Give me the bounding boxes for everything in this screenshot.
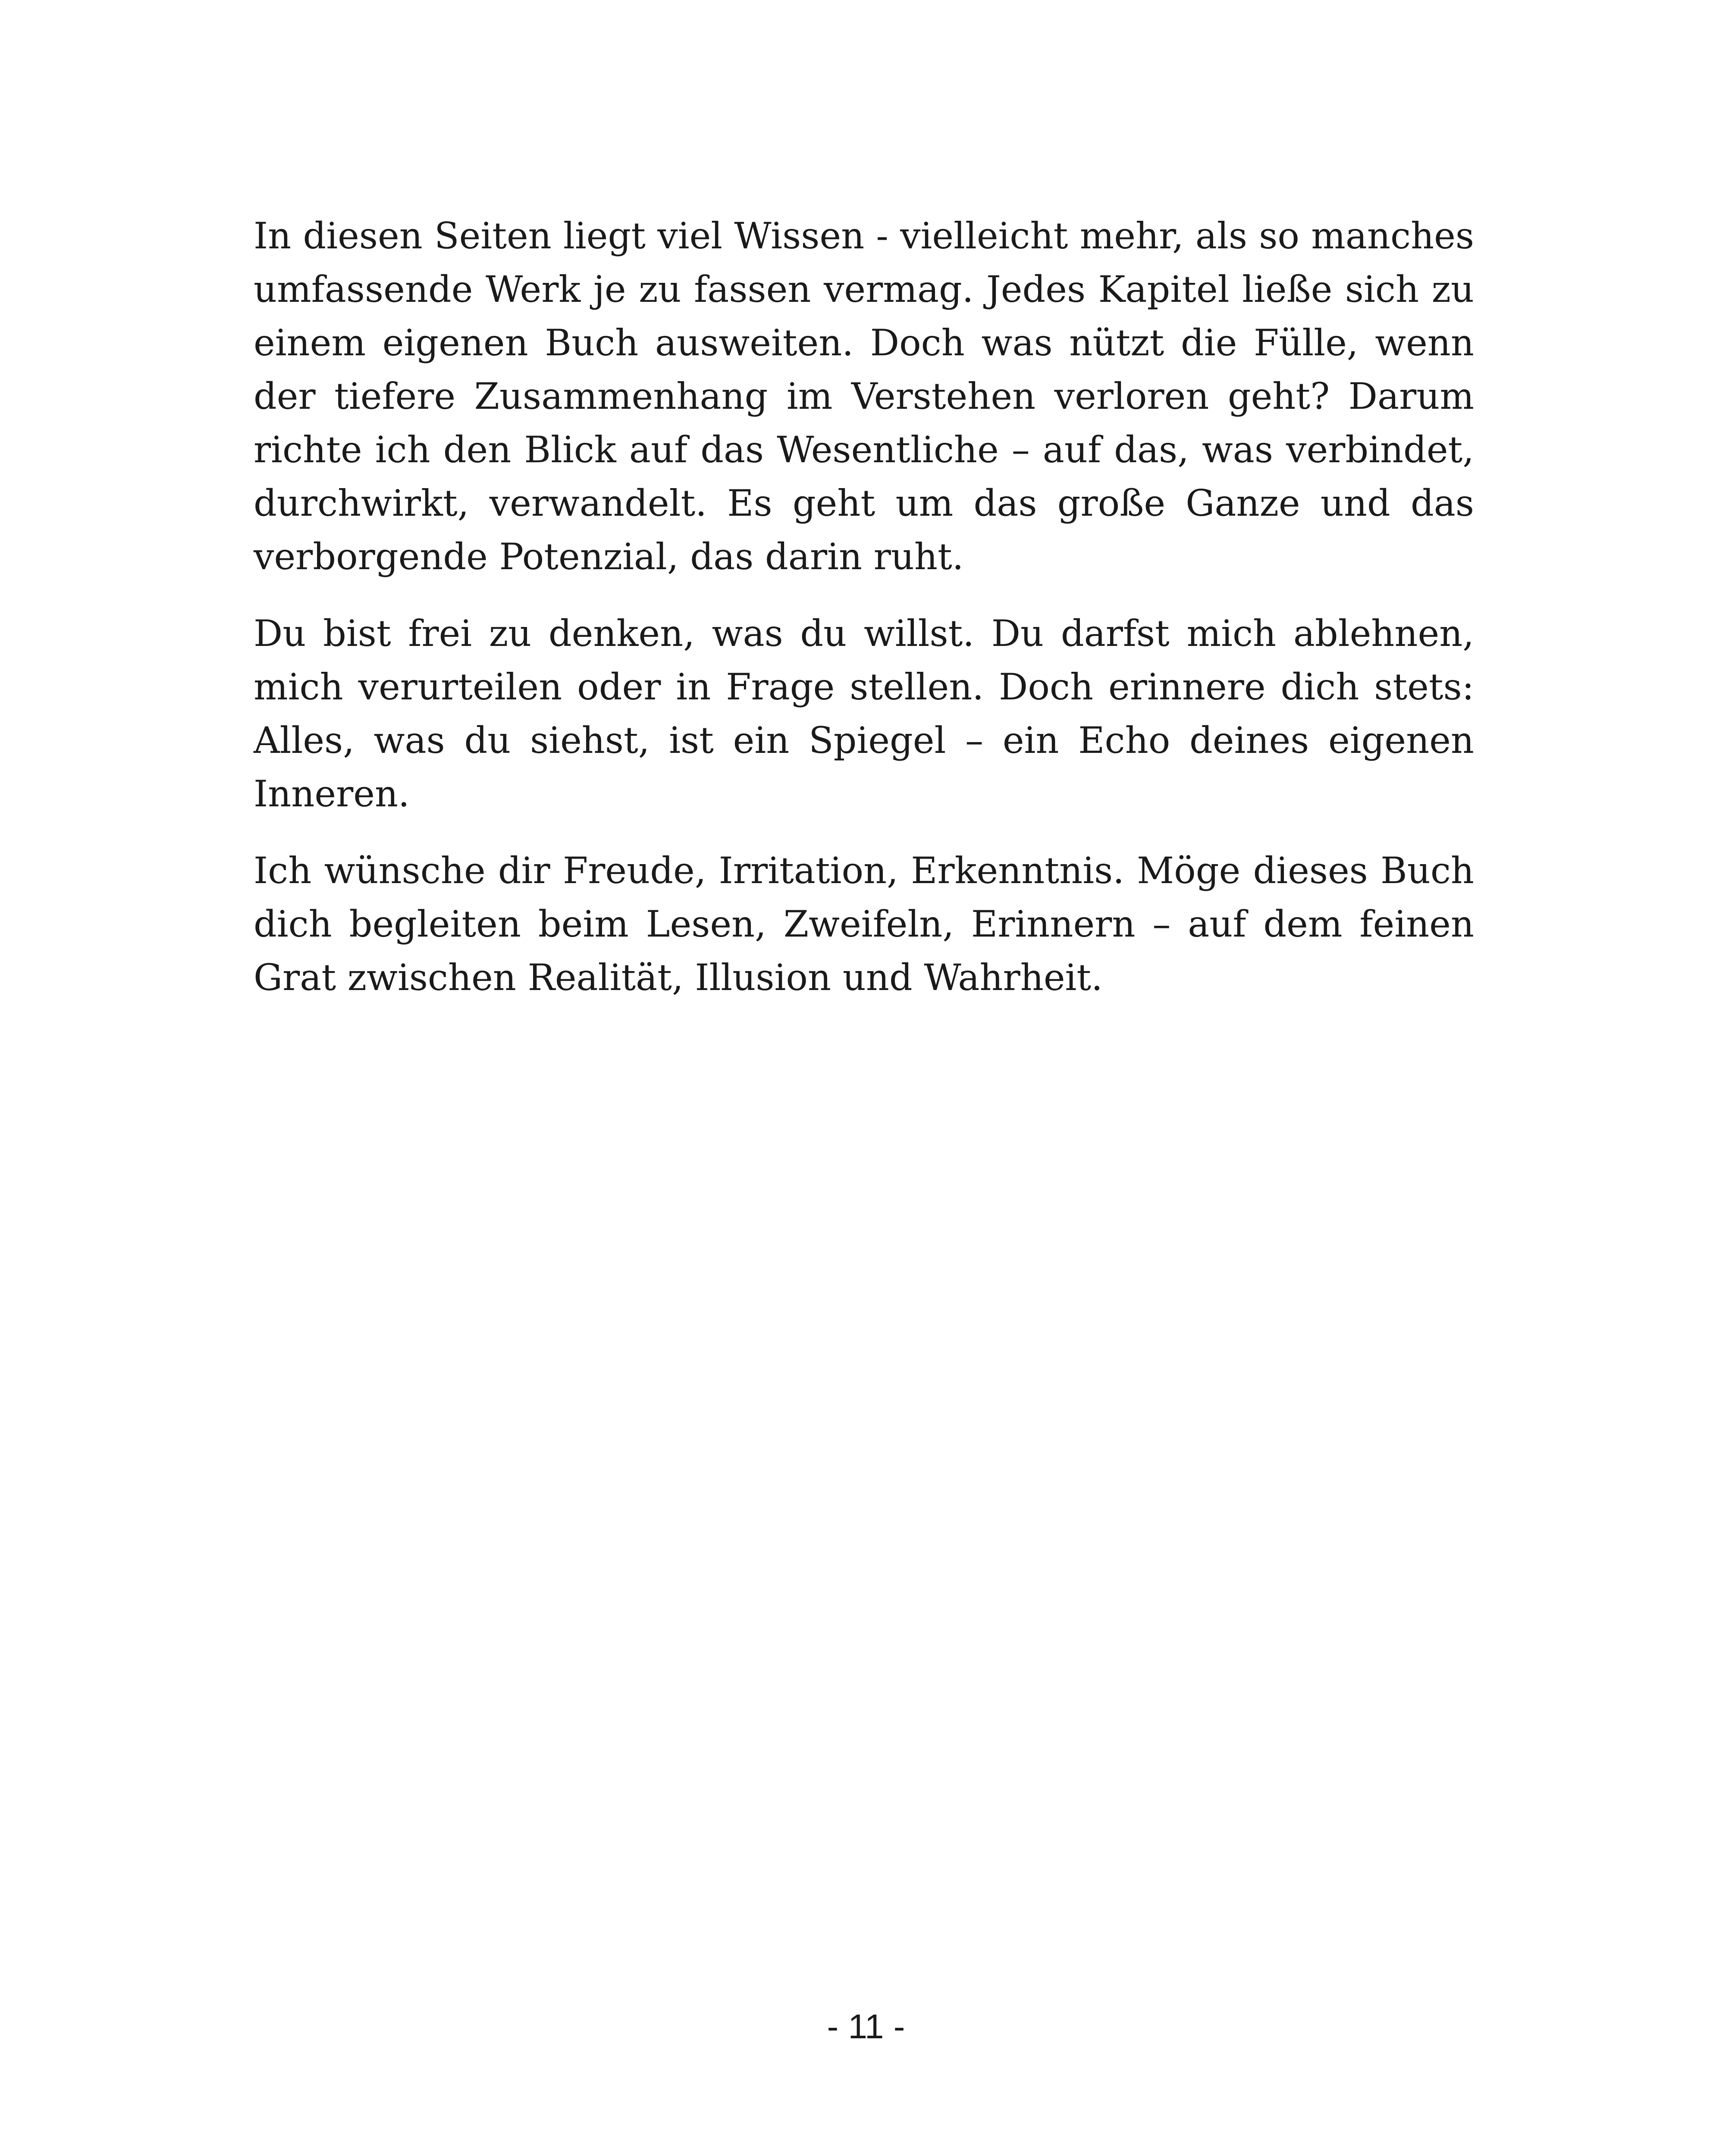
page-number: - 11 - [827,2007,905,2046]
body-text [254,209,1474,1028]
paragraph-2: Du bist frei zu denken, was du willst. Du darfst mich ablehnen, mich verurteilen oder in Frage stellen. Doch erinnere dich stets: Alles, was du siehst, ist ein Spiegel – ein Echo deines eigenen Inneren. [254,612,1474,815]
paragraph-3: Ich wünsche dir Freude, Irritation, Erkenntnis. Möge dieses Buch dich begleiten beim Lesen, Zweifeln, Erinnern – auf dem feinen Grat zwischen Realität, Illusion und Wahrheit. [254,849,1474,999]
paragraph-1: In diesen Seiten liegt viel Wissen - vielleicht mehr, als so manches umfassende Werk je zu fassen vermag. Jedes Kapitel ließe sich zu einem eigenen Buch ausweiten. Doch was nützt die Fülle, wenn der tiefere Zusammenhang im Verstehen verloren geht? Darum richte ich den Blick auf das Wesentliche – auf das, was verbindet, durchwirkt, verwandelt. Es geht um das große Ganze und das verborgende Potenzial, das darin ruht. [254,215,1474,578]
